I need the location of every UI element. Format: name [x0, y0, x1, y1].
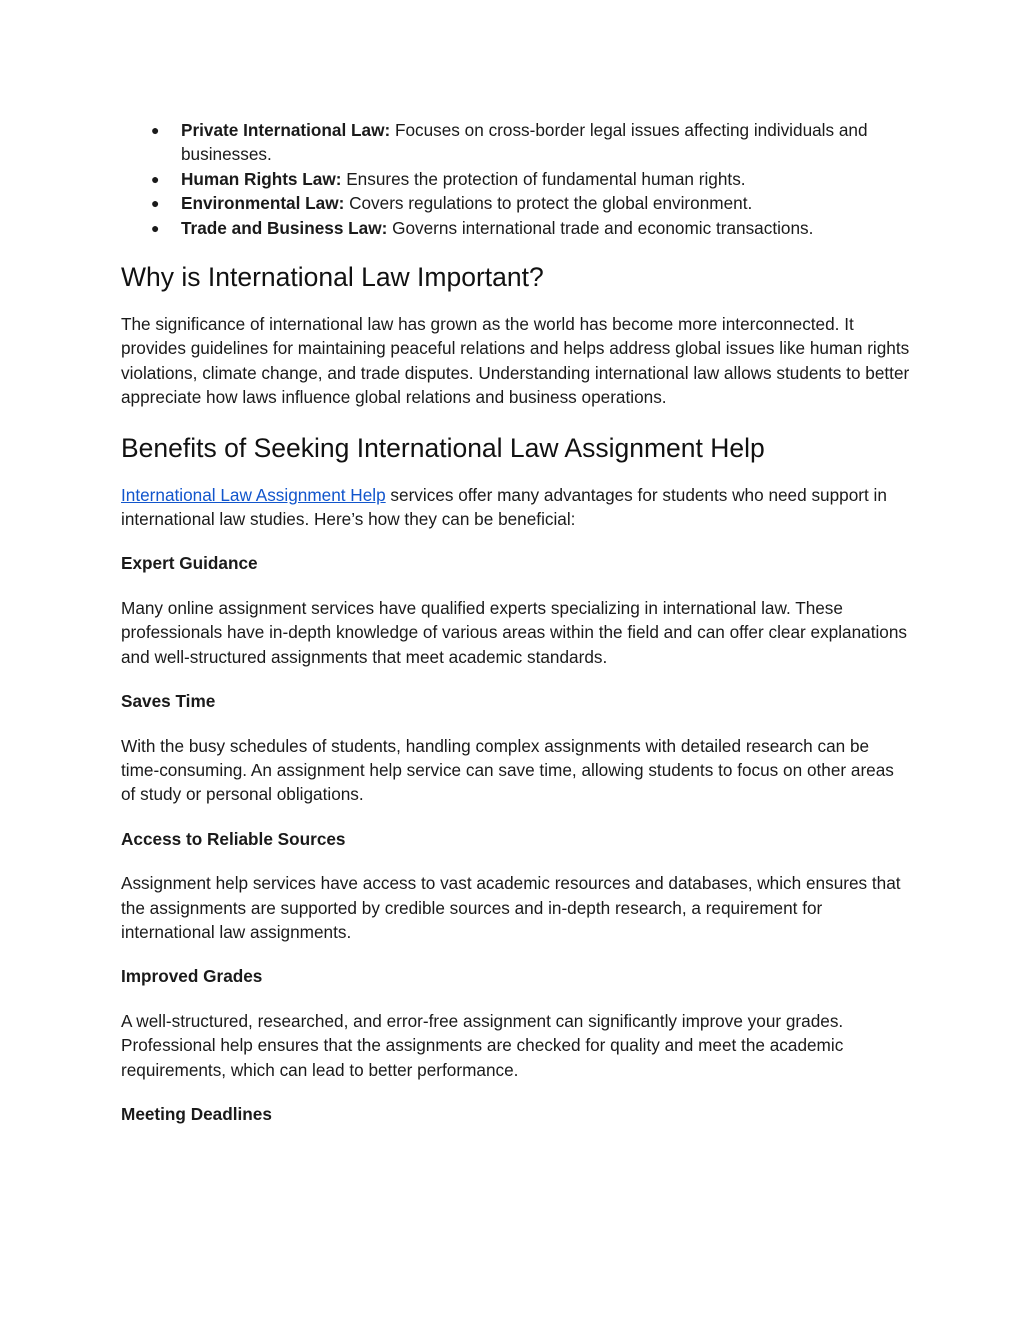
bullet-icon: ●	[151, 170, 160, 187]
section-title-improved-grades: Improved Grades	[121, 966, 263, 987]
bullet-icon: ●	[151, 219, 160, 236]
document-page	[121, 118, 911, 1126]
section-title-saves-time: Saves Time	[121, 691, 216, 712]
list-item	[121, 216, 911, 240]
section-body-improved-grades: A well-structured, researched, and error-free assignment can significantly improve your grades. Professional help ensures that the assignments are checked for quality and meet the academic requirements, which can lead to better performance.	[121, 1010, 844, 1080]
list-item-term: Environmental Law:	[181, 193, 345, 214]
why-paragraph: The significance of international law has grown as the world has become more interconnected. It provides guidelines for maintaining peaceful relations and helps address global issues like human rights violations, climate change, and trade disputes. Understanding international law allows students to better appreciate how laws influence global relations and business operations.	[121, 314, 910, 408]
assignment-help-link[interactable]: International Law Assignment Help	[121, 484, 386, 505]
list-item-text: Covers regulations to protect the global environment.	[344, 193, 753, 214]
list-item-text: Ensures the protection of fundamental human rights.	[341, 168, 746, 189]
section-body-expert-guidance: Many online assignment services have qualified experts specializing in international law. These professionals have in-depth knowledge of various areas within the field and can offer clear explanations and well-structured assignments that meet academic standards.	[121, 597, 908, 667]
bullet-icon: ●	[151, 195, 160, 212]
section-title-meeting-deadlines: Meeting Deadlines	[121, 1103, 272, 1124]
law-types-list	[121, 118, 911, 240]
section-title-reliable-sources: Access to Reliable Sources	[121, 828, 346, 849]
list-item	[121, 167, 911, 191]
why-heading: Why is International Law Important?	[121, 262, 544, 293]
list-item-text: Governs international trade and economic transactions.	[387, 217, 814, 238]
benefits-heading: Benefits of Seeking International Law Assignment Help	[121, 432, 765, 463]
list-item-term: Trade and Business Law:	[181, 217, 388, 238]
section-title-expert-guidance: Expert Guidance	[121, 553, 258, 574]
list-item	[121, 191, 911, 215]
benefits-intro-text: services offer many advantages for students who need support in international law studies. Here’s how they can be beneficial:	[121, 484, 887, 530]
benefits-intro-paragraph	[121, 483, 911, 532]
section-body-reliable-sources: Assignment help services have access to vast academic resources and databases, which ensures that the assignments are supported by credible sources and in-depth research, a requirement for international law assignments.	[121, 873, 901, 942]
bullet-icon: ●	[151, 122, 160, 138]
section-body-saves-time: With the busy schedules of students, handling complex assignments with detailed research can be time-consuming. An assignment help service can save time, allowing students to focus on other areas of study or personal obligations.	[121, 735, 894, 805]
list-item-term: Private International Law:	[181, 120, 391, 140]
list-item-term: Human Rights Law:	[181, 168, 342, 189]
list-item	[121, 118, 911, 167]
list-item-text: Focuses on cross-border legal issues affecting individuals and businesses.	[181, 120, 868, 165]
